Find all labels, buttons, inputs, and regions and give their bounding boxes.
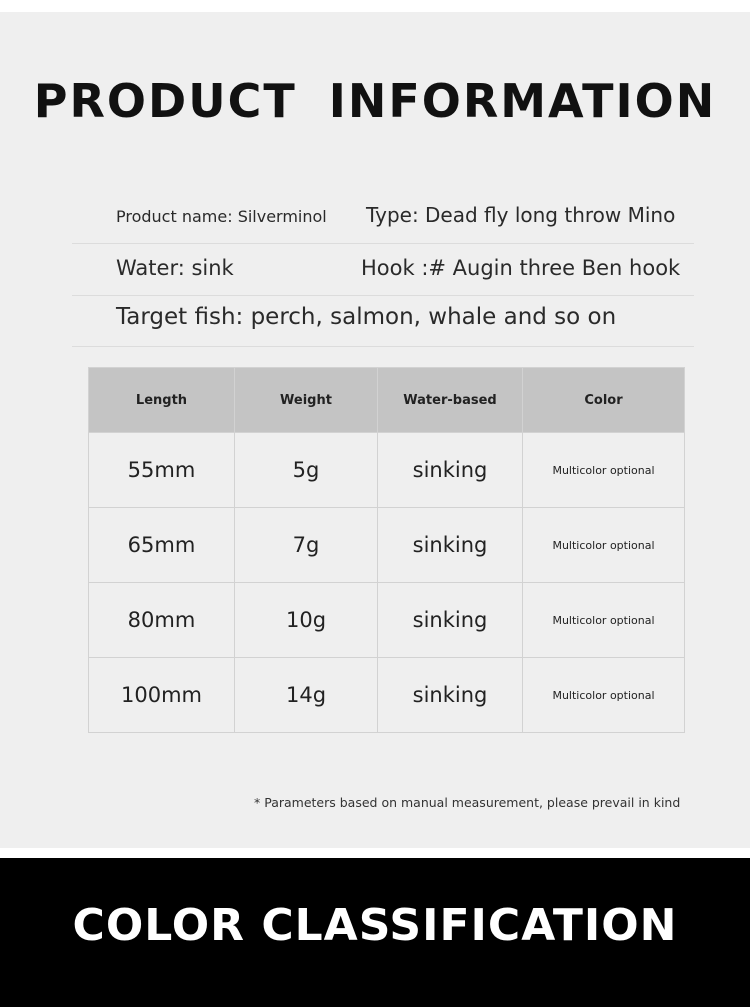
water-based-cell: sinking	[378, 658, 523, 733]
length-cell: 65mm	[89, 508, 235, 583]
column-header-length: Length	[89, 368, 235, 433]
column-header-weight: Weight	[235, 368, 378, 433]
color-cell: Multicolor optional	[523, 658, 685, 733]
length-cell: 55mm	[89, 433, 235, 508]
table-row	[89, 433, 685, 508]
weight-cell: 5g	[235, 433, 378, 508]
divider	[72, 243, 694, 244]
weight-cell: 14g	[235, 658, 378, 733]
weight-cell: 10g	[235, 583, 378, 658]
color-cell: Multicolor optional	[523, 433, 685, 508]
measurement-note: * Parameters based on manual measurement, please prevail in kind	[254, 795, 681, 810]
table-row	[89, 583, 685, 658]
table-row	[89, 658, 685, 733]
color-cell: Multicolor optional	[523, 583, 685, 658]
table-header-row	[89, 368, 685, 433]
length-cell: 80mm	[89, 583, 235, 658]
column-header-water-based: Water-based	[378, 368, 523, 433]
water-based-cell: sinking	[378, 508, 523, 583]
table-row	[89, 508, 685, 583]
water-based-cell: sinking	[378, 583, 523, 658]
length-cell: 100mm	[89, 658, 235, 733]
target-fish: Target fish: perch, salmon, whale and so on	[116, 304, 617, 330]
water-based-cell: sinking	[378, 433, 523, 508]
weight-cell: 7g	[235, 508, 378, 583]
water-info: Water: sink	[116, 256, 234, 280]
product-name: Product name: Silverminol	[116, 207, 327, 226]
section-title: COLOR CLASSIFICATION	[72, 900, 678, 951]
hook-info: Hook :# Augin three Ben hook	[361, 256, 681, 280]
page-title: PRODUCT INFORMATION	[33, 74, 717, 128]
column-header-color: Color	[523, 368, 685, 433]
divider	[72, 346, 694, 347]
product-type: Type: Dead fly long throw Mino	[366, 203, 676, 227]
spec-table	[88, 367, 685, 733]
color-cell: Multicolor optional	[523, 508, 685, 583]
divider	[72, 295, 694, 296]
